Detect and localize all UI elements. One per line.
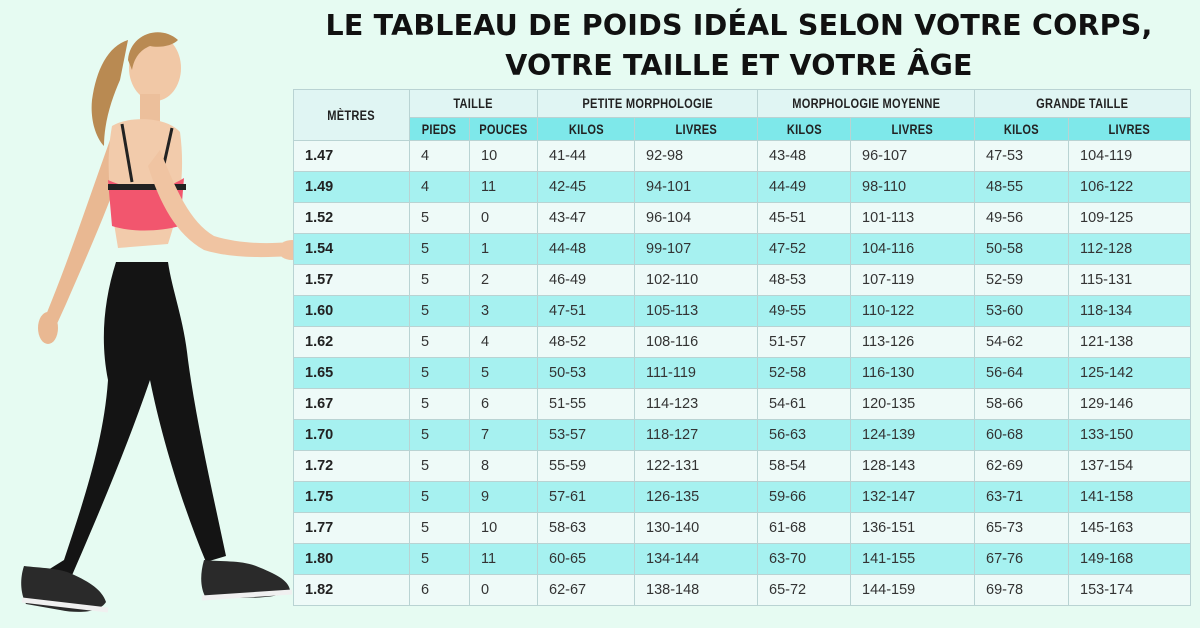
- cell-pouces: 9: [470, 482, 538, 513]
- cell-kilos-petite: 47-51: [538, 296, 635, 327]
- cell-pouces: 1: [470, 234, 538, 265]
- cell-livres-petite: 122-131: [635, 451, 758, 482]
- cell-metres: 1.70: [294, 420, 410, 451]
- cell-livres-petite: 96-104: [635, 203, 758, 234]
- cell-livres-moyenne: 98-110: [851, 172, 975, 203]
- table-body: [294, 141, 1191, 606]
- cell-livres-moyenne: 104-116: [851, 234, 975, 265]
- subheader-livres-petite: LIVRES: [635, 118, 758, 141]
- cell-metres: 1.82: [294, 575, 410, 606]
- cell-kilos-moyenne: 54-61: [758, 389, 851, 420]
- subheader-kilos-petite: KILOS: [538, 118, 635, 141]
- cell-kilos-grande: 49-56: [975, 203, 1069, 234]
- cell-kilos-moyenne: 65-72: [758, 575, 851, 606]
- cell-metres: 1.77: [294, 513, 410, 544]
- cell-kilos-petite: 42-45: [538, 172, 635, 203]
- cell-livres-petite: 118-127: [635, 420, 758, 451]
- cell-pieds: 5: [410, 234, 470, 265]
- cell-metres: 1.62: [294, 327, 410, 358]
- cell-kilos-grande: 67-76: [975, 544, 1069, 575]
- cell-metres: 1.52: [294, 203, 410, 234]
- left-hand: [38, 312, 58, 344]
- table-row: [294, 482, 1191, 513]
- cell-livres-grande: 153-174: [1069, 575, 1191, 606]
- cell-pouces: 8: [470, 451, 538, 482]
- cell-pouces: 4: [470, 327, 538, 358]
- table-row: [294, 203, 1191, 234]
- subheader-livres-moyenne: LIVRES: [851, 118, 975, 141]
- cell-livres-petite: 108-116: [635, 327, 758, 358]
- cell-kilos-petite: 51-55: [538, 389, 635, 420]
- table-row: [294, 172, 1191, 203]
- cell-pieds: 4: [410, 172, 470, 203]
- table-row: [294, 575, 1191, 606]
- cell-kilos-moyenne: 58-54: [758, 451, 851, 482]
- cell-kilos-moyenne: 56-63: [758, 420, 851, 451]
- table-row: [294, 327, 1191, 358]
- cell-pouces: 10: [470, 141, 538, 172]
- cell-kilos-moyenne: 59-66: [758, 482, 851, 513]
- cell-pouces: 6: [470, 389, 538, 420]
- cell-livres-moyenne: 113-126: [851, 327, 975, 358]
- cell-livres-grande: 125-142: [1069, 358, 1191, 389]
- cell-kilos-grande: 62-69: [975, 451, 1069, 482]
- cell-kilos-grande: 58-66: [975, 389, 1069, 420]
- cell-pieds: 5: [410, 513, 470, 544]
- cell-kilos-moyenne: 45-51: [758, 203, 851, 234]
- cell-kilos-moyenne: 63-70: [758, 544, 851, 575]
- cell-livres-grande: 109-125: [1069, 203, 1191, 234]
- cell-metres: 1.65: [294, 358, 410, 389]
- cell-kilos-moyenne: 47-52: [758, 234, 851, 265]
- cell-livres-moyenne: 116-130: [851, 358, 975, 389]
- cell-kilos-grande: 54-62: [975, 327, 1069, 358]
- cell-livres-grande: 106-122: [1069, 172, 1191, 203]
- table-row: [294, 389, 1191, 420]
- cell-pieds: 5: [410, 482, 470, 513]
- cell-metres: 1.72: [294, 451, 410, 482]
- cell-kilos-petite: 41-44: [538, 141, 635, 172]
- subheader-kilos-grande: KILOS: [975, 118, 1069, 141]
- table-row: [294, 234, 1191, 265]
- cell-livres-petite: 105-113: [635, 296, 758, 327]
- cell-livres-moyenne: 120-135: [851, 389, 975, 420]
- cell-pouces: 2: [470, 265, 538, 296]
- cell-livres-petite: 94-101: [635, 172, 758, 203]
- leggings: [48, 262, 226, 580]
- cell-livres-moyenne: 136-151: [851, 513, 975, 544]
- cell-livres-moyenne: 124-139: [851, 420, 975, 451]
- cell-livres-grande: 137-154: [1069, 451, 1191, 482]
- cell-livres-grande: 141-158: [1069, 482, 1191, 513]
- cell-kilos-moyenne: 49-55: [758, 296, 851, 327]
- table-row: [294, 265, 1191, 296]
- cell-livres-grande: 115-131: [1069, 265, 1191, 296]
- table-row: [294, 544, 1191, 575]
- cell-kilos-petite: 53-57: [538, 420, 635, 451]
- cell-livres-moyenne: 107-119: [851, 265, 975, 296]
- cell-livres-grande: 149-168: [1069, 544, 1191, 575]
- cell-kilos-petite: 43-47: [538, 203, 635, 234]
- cell-livres-moyenne: 132-147: [851, 482, 975, 513]
- cell-livres-petite: 134-144: [635, 544, 758, 575]
- cell-pieds: 5: [410, 296, 470, 327]
- subheader-livres-grande: LIVRES: [1069, 118, 1191, 141]
- cell-kilos-moyenne: 48-53: [758, 265, 851, 296]
- header-petite-morphologie: PETITE MORPHOLOGIE: [538, 90, 758, 118]
- cell-kilos-petite: 50-53: [538, 358, 635, 389]
- header-morphologie-moyenne: MORPHOLOGIE MOYENNE: [758, 90, 975, 118]
- cell-kilos-grande: 69-78: [975, 575, 1069, 606]
- cell-kilos-moyenne: 51-57: [758, 327, 851, 358]
- header-grande-taille: GRANDE TAILLE: [975, 90, 1191, 118]
- cell-livres-moyenne: 101-113: [851, 203, 975, 234]
- cell-kilos-grande: 47-53: [975, 141, 1069, 172]
- cell-pouces: 3: [470, 296, 538, 327]
- cell-metres: 1.67: [294, 389, 410, 420]
- cell-livres-petite: 111-119: [635, 358, 758, 389]
- cell-pieds: 5: [410, 203, 470, 234]
- cell-livres-moyenne: 144-159: [851, 575, 975, 606]
- cell-pieds: 5: [410, 265, 470, 296]
- cell-livres-petite: 99-107: [635, 234, 758, 265]
- cell-pouces: 0: [470, 575, 538, 606]
- cell-kilos-grande: 48-55: [975, 172, 1069, 203]
- cell-metres: 1.47: [294, 141, 410, 172]
- woman-walking-illustration: [0, 0, 310, 628]
- cell-kilos-grande: 52-59: [975, 265, 1069, 296]
- cell-livres-moyenne: 96-107: [851, 141, 975, 172]
- cell-pouces: 11: [470, 172, 538, 203]
- table-row: [294, 296, 1191, 327]
- cell-metres: 1.75: [294, 482, 410, 513]
- cell-pieds: 4: [410, 141, 470, 172]
- cell-livres-moyenne: 141-155: [851, 544, 975, 575]
- cell-livres-grande: 129-146: [1069, 389, 1191, 420]
- cell-pieds: 5: [410, 389, 470, 420]
- cell-kilos-petite: 55-59: [538, 451, 635, 482]
- cell-livres-petite: 130-140: [635, 513, 758, 544]
- cell-kilos-grande: 63-71: [975, 482, 1069, 513]
- cell-kilos-grande: 50-58: [975, 234, 1069, 265]
- cell-metres: 1.49: [294, 172, 410, 203]
- cell-pieds: 5: [410, 327, 470, 358]
- cell-pieds: 5: [410, 358, 470, 389]
- cell-livres-petite: 126-135: [635, 482, 758, 513]
- cell-livres-grande: 118-134: [1069, 296, 1191, 327]
- table-row: [294, 451, 1191, 482]
- cell-kilos-moyenne: 52-58: [758, 358, 851, 389]
- cell-livres-moyenne: 110-122: [851, 296, 975, 327]
- cell-pieds: 6: [410, 575, 470, 606]
- cell-kilos-grande: 65-73: [975, 513, 1069, 544]
- cell-metres: 1.54: [294, 234, 410, 265]
- header-taille: TAILLE: [410, 90, 538, 118]
- table-row: [294, 420, 1191, 451]
- page-title: [278, 6, 1200, 86]
- cell-kilos-petite: 44-48: [538, 234, 635, 265]
- cell-livres-grande: 133-150: [1069, 420, 1191, 451]
- cell-kilos-petite: 62-67: [538, 575, 635, 606]
- cell-metres: 1.80: [294, 544, 410, 575]
- title-line-1: LE TABLEAU DE POIDS IDÉAL SELON VOTRE CORPS,: [325, 9, 1153, 42]
- cell-metres: 1.60: [294, 296, 410, 327]
- cell-kilos-petite: 48-52: [538, 327, 635, 358]
- cell-livres-petite: 92-98: [635, 141, 758, 172]
- cell-pouces: 7: [470, 420, 538, 451]
- cell-kilos-grande: 53-60: [975, 296, 1069, 327]
- cell-kilos-petite: 46-49: [538, 265, 635, 296]
- cell-kilos-petite: 60-65: [538, 544, 635, 575]
- cell-kilos-moyenne: 44-49: [758, 172, 851, 203]
- table-row: [294, 513, 1191, 544]
- cell-livres-grande: 121-138: [1069, 327, 1191, 358]
- cell-livres-petite: 102-110: [635, 265, 758, 296]
- cell-livres-moyenne: 128-143: [851, 451, 975, 482]
- cell-pouces: 0: [470, 203, 538, 234]
- cell-kilos-moyenne: 61-68: [758, 513, 851, 544]
- cell-metres: 1.57: [294, 265, 410, 296]
- table-row: [294, 358, 1191, 389]
- cell-pouces: 10: [470, 513, 538, 544]
- header-metres: MÈTRES: [294, 90, 410, 141]
- subheader-pieds: PIEDS: [410, 118, 470, 141]
- subheader-pouces: POUCES: [470, 118, 538, 141]
- cell-kilos-grande: 60-68: [975, 420, 1069, 451]
- cell-pouces: 5: [470, 358, 538, 389]
- cell-kilos-grande: 56-64: [975, 358, 1069, 389]
- cell-kilos-moyenne: 43-48: [758, 141, 851, 172]
- cell-kilos-petite: 57-61: [538, 482, 635, 513]
- cell-livres-petite: 114-123: [635, 389, 758, 420]
- cell-pieds: 5: [410, 544, 470, 575]
- cell-livres-petite: 138-148: [635, 575, 758, 606]
- cell-livres-grande: 104-119: [1069, 141, 1191, 172]
- cell-pouces: 11: [470, 544, 538, 575]
- cell-pieds: 5: [410, 420, 470, 451]
- cell-kilos-petite: 58-63: [538, 513, 635, 544]
- title-line-2: VOTRE TAILLE ET VOTRE ÂGE: [505, 49, 973, 82]
- table-row: [294, 141, 1191, 172]
- subheader-kilos-moyenne: KILOS: [758, 118, 851, 141]
- ideal-weight-table: [293, 89, 1191, 606]
- cell-livres-grande: 112-128: [1069, 234, 1191, 265]
- cell-livres-grande: 145-163: [1069, 513, 1191, 544]
- cell-pieds: 5: [410, 451, 470, 482]
